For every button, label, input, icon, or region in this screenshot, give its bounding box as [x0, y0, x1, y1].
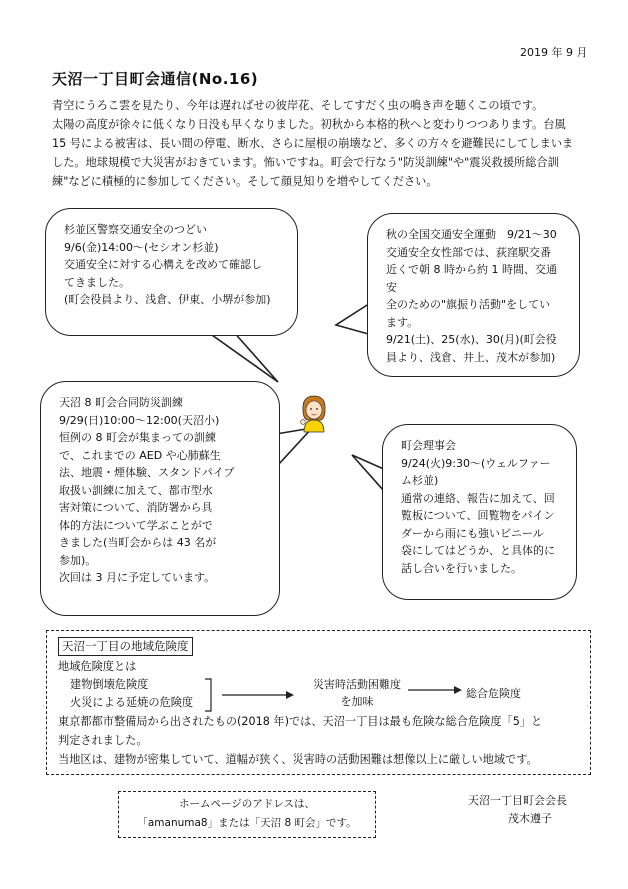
issue-date: 2019 年 9 月 [520, 46, 588, 59]
arrow-head [286, 691, 294, 699]
bubble-line: 交通安全に対する心構えを改めて確認し [64, 258, 262, 271]
risk-text: 東京都都市整備局から出されたもの(2018 年)では、天沼一丁目は最も危険な総合危険度「5」と [58, 715, 543, 728]
bubble-line: 町会理事会 [401, 439, 456, 452]
bubble-line: (町会役員より、浅倉、伊東、小堺が参加) [64, 293, 271, 306]
bubble-line: ます。 [386, 315, 419, 329]
bubble-line: てきました。 [64, 275, 130, 289]
bubble-line: 参加)。 [59, 553, 97, 567]
homepage-line: ホームページのアドレスは、 [179, 798, 315, 810]
flow-mid-line: 災害時活動困難度 [313, 678, 401, 691]
risk-item-building: 建物倒壊危険度 [70, 678, 149, 691]
risk-text: 当地区は、建物が密集していて、道幅が狭く、災害時の活動困難は想像以上に厳しい地域です。 [58, 753, 538, 766]
bubble-line: 9/24(火)9:30～(ウェルファー [401, 456, 551, 470]
bubble-traffic-safety [367, 213, 580, 377]
bubble-line: で、これまでの AED や心肺蘇生 [59, 448, 221, 462]
bubble-line: 覧板について、回覧物をバイン [401, 509, 555, 522]
bubble-line: 全のための"旗振り活動"をしてい [386, 298, 551, 311]
risk-text: 判定されました。 [58, 734, 148, 747]
bracket-mark [205, 679, 211, 711]
bubble-line: 害対策について、消防署から具 [59, 501, 213, 514]
bubble-line: 9/21(土)、25(水)、30(月)(町会役 [386, 333, 557, 346]
bubble-line: 秋の全国交通安全運動 9/21～30 [386, 228, 557, 241]
homepage-line: 「amanuma8」または「天沼 8 町会」です。 [137, 817, 357, 829]
intro-line: 15 号による被害は、長い間の停電、断水、さらに屋根の崩壊など、多くの方々を避難民にしてしまいま [52, 137, 574, 150]
bubble-line: 取扱い訓練に加えて、都市型水 [59, 483, 213, 497]
intro-line: 太陽の高度が徐々に低くなり日没も早くなりました。初秋から本格的秋へと変わりつつあります。台風 [52, 118, 566, 131]
bubble-line: 9/29(日)10:00～12:00(天沼小) [59, 413, 220, 427]
bubble-line: きました(当町会からは 43 名が [59, 536, 217, 549]
bubble-line: 通常の連絡、報告に加えて、回 [401, 491, 555, 505]
intro-line: 練"などに積極的に参加してください。そして顔見知りを増やしてください。 [52, 175, 438, 188]
bubble-line: 法、地震・煙体験、スタンドパイプ [59, 466, 235, 479]
tail-police [205, 330, 278, 382]
bubble-disaster-drill [40, 381, 280, 616]
bubble-board-meeting [382, 424, 577, 600]
bubble-line: 次回は 3 月に予定しています。 [59, 571, 216, 584]
bubble-line: 話し合いを行いました。 [401, 561, 522, 575]
newsletter-title: 天沼一丁目町会通信(No.16) [52, 70, 259, 88]
intro-line: した。地球規模で大災害がおきています。怖いですね。町会で行なう"防災訓練"や"震災救援所総合訓 [52, 156, 559, 169]
signature-role: 天沼一丁目町会会長 [468, 794, 567, 807]
intro-line: 青空にうろこ雲を見たり、今年は遅ればせの彼岸花、そしてすだく虫の鳴き声を聴くこの頃です。 [52, 99, 544, 112]
bubble-police-event [45, 208, 298, 336]
bubble-line: 体的方法について学ぶことがで [59, 518, 213, 532]
bubble-line: 袋にしてはどうか、と具体的に [401, 544, 555, 557]
bubble-line: ム杉並) [401, 474, 439, 487]
risk-flow-middle [297, 676, 417, 710]
risk-title: 天沼一丁目の地域危険度 [58, 637, 193, 656]
bubble-line: 員より、浅倉、井上、茂木が参加) [386, 350, 556, 364]
flow-mid-line: を加味 [340, 695, 374, 708]
bubble-line: 近くで朝 8 時から約 1 時間、交通安 [386, 263, 557, 294]
bubble-line: 交通安全女性部では、荻窪駅交番 [386, 245, 551, 259]
bubble-line: 恒例の 8 町会が集まっての訓練 [59, 431, 216, 444]
risk-item-fire: 火災による延焼の危険度 [70, 696, 194, 709]
bubble-line: 9/6(金)14:00～(セシオン杉並) [64, 240, 219, 254]
bubble-line: ダーから雨にも強いビニール [401, 526, 544, 540]
homepage-info [118, 791, 376, 838]
arrow-head [454, 686, 462, 694]
signature-name: 茂木遵子 [508, 812, 552, 825]
risk-label: 地域危険度とは [58, 660, 137, 673]
risk-flow-result: 総合危険度 [466, 687, 521, 700]
bubble-line: 杉並区警察交通安全のつどい [64, 223, 207, 236]
woman-character-icon [296, 392, 332, 436]
bubble-line: 天沼 8 町会合同防災訓練 [59, 396, 183, 409]
